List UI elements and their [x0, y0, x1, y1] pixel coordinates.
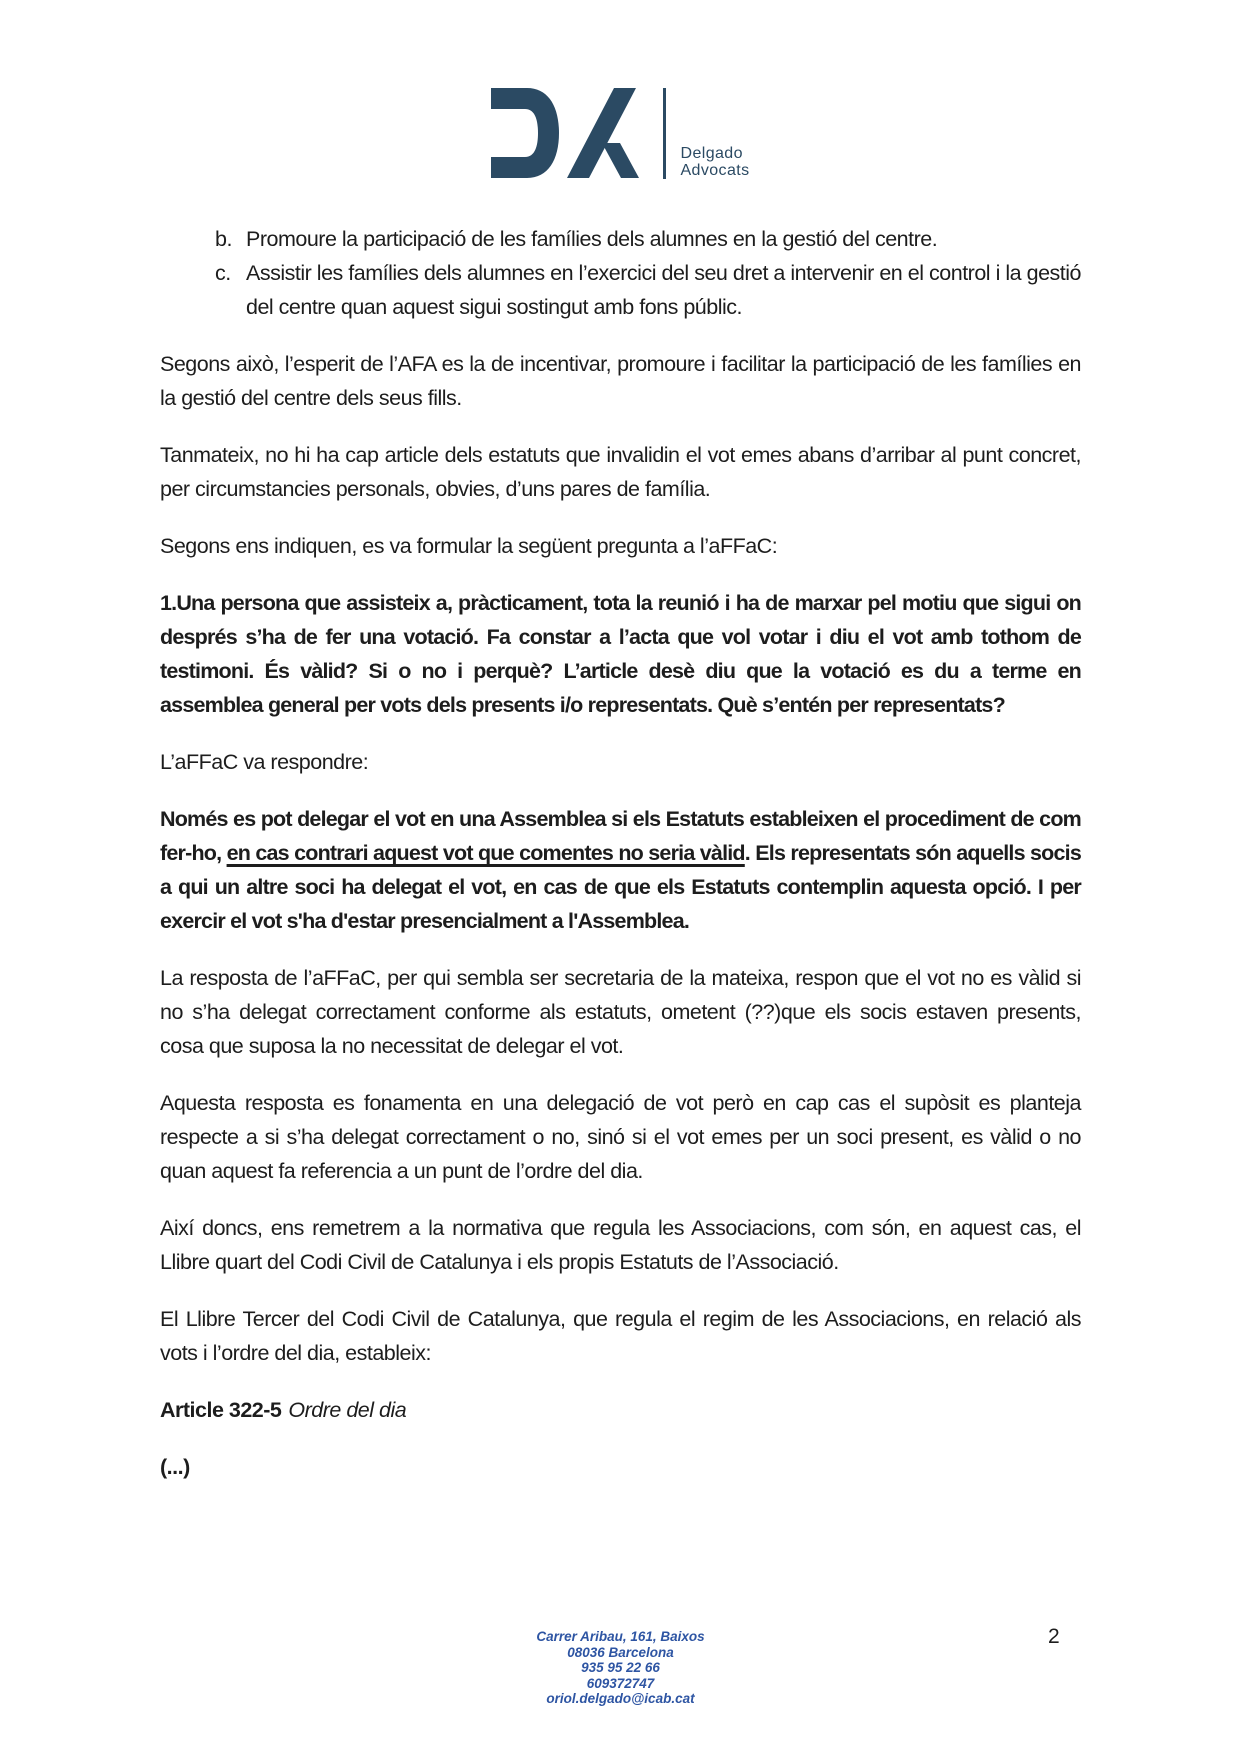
question-quote: 1.Una persona que assisteix a, pràcticament, tota la reunió i ha de marxar pel motiu que sigui on després s’ha de fer una votació. Fa constar a l’acta que vol votar i diu el vot amb tothom de testimoni. És vàlid? Si o no i perquè? L’article desè diu que la votació es du a terme en assemblea general per vots dels presents i/o representats. Què s’entén per representats?	[160, 591, 1081, 717]
footer-phone: 935 95 22 66	[581, 1660, 660, 1675]
page-number: 2	[1048, 1625, 1060, 1648]
list-marker: c.	[215, 261, 231, 285]
article-reference	[160, 1393, 1081, 1427]
ellipsis-marker: (...)	[160, 1455, 190, 1479]
answer-post: . Els representats són aquells socis a qui un altre soci ha delegat el vot, en cas de que els Estatuts contemplin aquesta opció. I per exercir el vot s'ha d'estar presencialment a l'Assemblea.	[160, 841, 1081, 933]
paragraph-aquesta-resposta: Aquesta resposta es fonamenta en una delegació de vot però en cap cas el supòsit es planteja respecte a si s’ha delegat correctament o no, sinó si el vot emes per un soci present, es vàlid o no quan aquest fa referencia a un punt de l’ordre del dia.	[160, 1091, 1081, 1183]
list-item-c	[160, 256, 1081, 324]
paragraph-segons-ens-indiquen: Segons ens indiquen, es va formular la següent pregunta a l’aFFaC:	[160, 534, 778, 558]
logo-wordmark	[680, 146, 749, 179]
document-body	[160, 222, 1081, 1507]
footer-email: oriol.delgado@icab.cat	[546, 1691, 695, 1706]
paragraph-aixi-doncs: Així doncs, ens remetrem a la normativa que regula les Associacions, com són, en aquest cas, el Llibre quart del Codi Civil de Catalunya i els propis Estatuts de l’Associació.	[160, 1216, 1081, 1274]
logo-name-line1: Delgado	[680, 145, 743, 162]
paragraph-tanmateix: Tanmateix, no hi ha cap article dels estatuts que invalidin el vot emes abans d’arribar al punt concret, per circumstancies personals, obvies, d’uns pares de família.	[160, 443, 1081, 501]
answer-pre: Només es pot delegar el vot en una Assemblea si els Estatuts estableixen el procediment de com fer-ho,	[160, 807, 1081, 865]
footer-address-line: 08036 Barcelona	[567, 1644, 674, 1660]
paragraph-la-resposta: La resposta de l’aFFaC, per qui sembla ser secretaria de la mateixa, respon que el vot no es vàlid si no s’ha delegat correctament conforme als estatuts, ometent (??)que els socis estaven presents, cosa que suposa la no necessitat de delegar el vot.	[160, 966, 1081, 1058]
list-marker: b.	[215, 227, 232, 251]
list-item-b	[160, 222, 1081, 256]
answer-underlined: en cas contrari aquest vot que comentes no seria vàlid	[226, 841, 745, 865]
answer-quote	[160, 802, 1081, 938]
footer-mobile: 609372747	[586, 1675, 655, 1691]
lettered-list	[160, 222, 1081, 324]
list-item-text: Assistir les famílies dels alumnes en l’exercici del seu dret a intervenir en el control i la gestió del centre quan aquest sigui sostingut amb fons públic.	[246, 261, 1081, 319]
logo-name-line2: Advocats	[680, 161, 750, 179]
paragraph-segons-aixo: Segons això, l’esperit de l’AFA es la de incentivar, promoure i facilitar la participació de les famílies en la gestió del centre dels seus fills.	[160, 352, 1081, 410]
logo	[0, 88, 1241, 179]
article-number: Article 322-5	[160, 1398, 282, 1422]
da-monogram-icon	[491, 88, 639, 179]
logo-divider	[663, 88, 666, 179]
article-title: Ordre del dia	[288, 1398, 407, 1422]
paragraph-el-llibre-tercer: El Llibre Tercer del Codi Civil de Catalunya, que regula el regim de les Associacions, en relació als vots i l’ordre del dia, estableix:	[160, 1307, 1081, 1365]
footer-address-line: Carrer Aribau, 161, Baixos	[536, 1629, 705, 1644]
list-item-text: Promoure la participació de les famílies dels alumnes en la gestió del centre.	[246, 227, 938, 251]
paragraph-affac-va-respondre: L’aFFaC va respondre:	[160, 750, 369, 774]
